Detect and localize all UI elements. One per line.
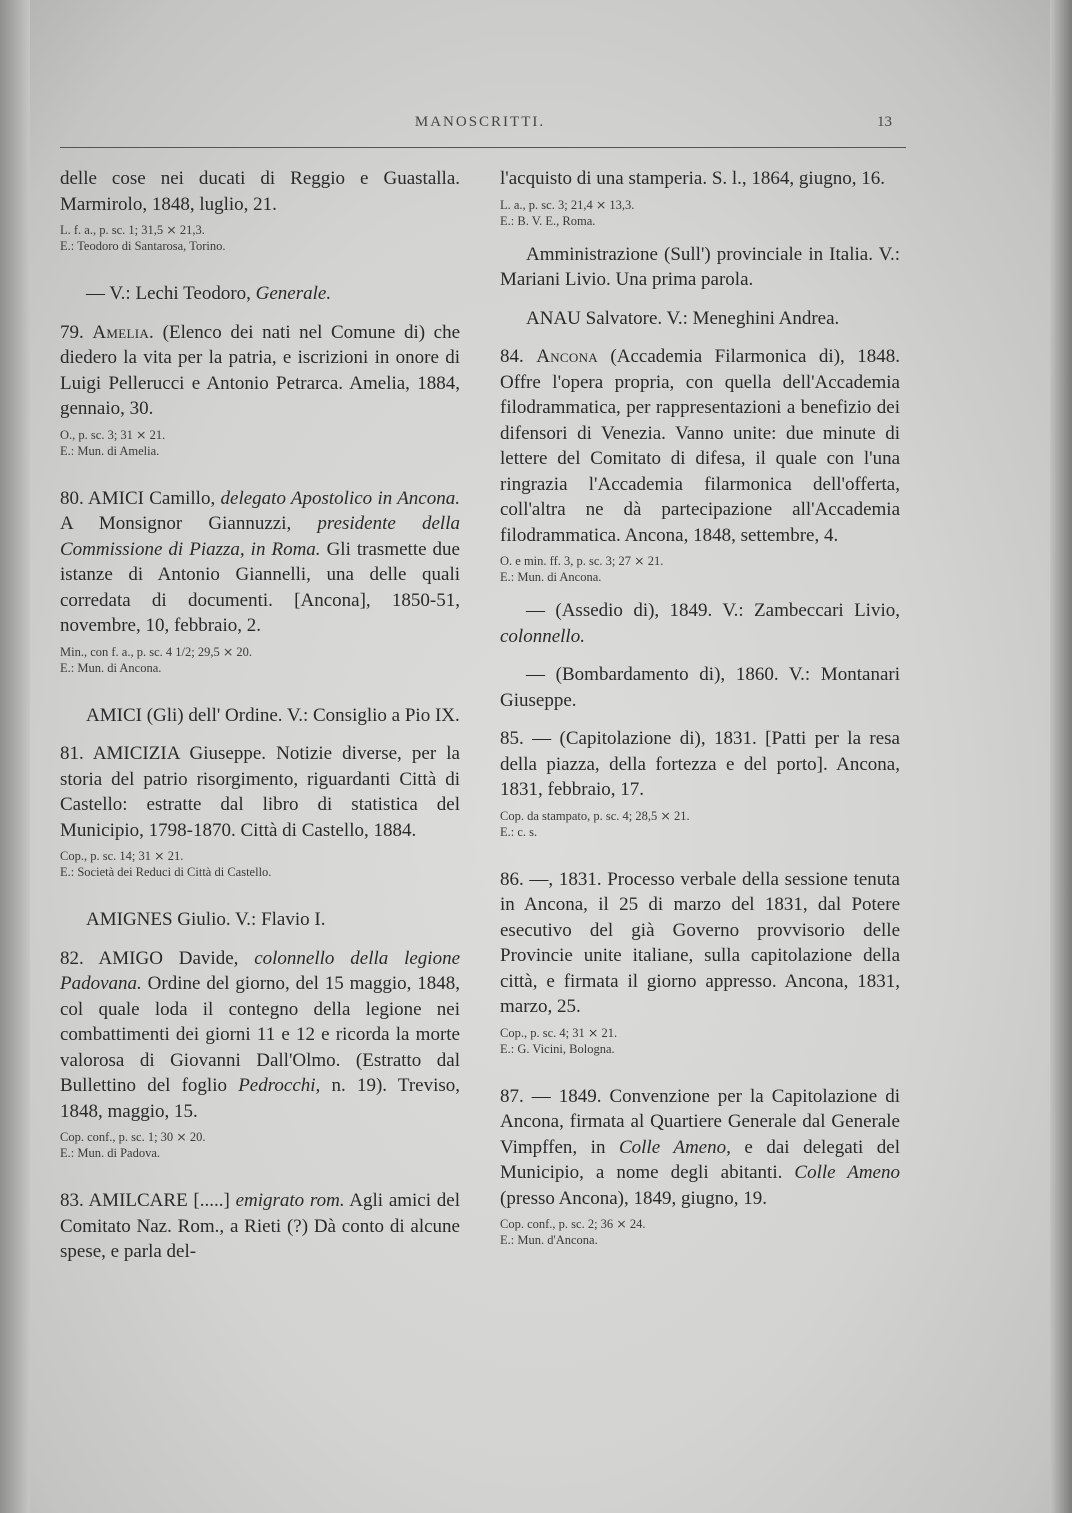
- entry-79: [60, 320, 460, 459]
- entry-title-italic: delegato Apostolico in Ancona.: [220, 487, 460, 509]
- entry-text: l'acquisto di una stamperia. S. l., 1864, giugno, 16.: [500, 168, 885, 189]
- cross-reference-amministrazione: [500, 242, 900, 293]
- entry-title-italic: Colle Ameno: [794, 1162, 900, 1183]
- entry-heading: 80. AMICI Camillo,: [60, 487, 221, 509]
- entry-text: Agli amici del Comitato Naz. Rom., a Rieti (?) Dà conto di alcune spese, e parla del-: [60, 1190, 460, 1262]
- entry-title-italic: Colle Ameno,: [618, 1136, 731, 1158]
- entry-heading: 87. — 1849. Convenzione per la Capitolazione di Ancona, firmata al Quartiere Generale dal Generale Vimpffen, in: [500, 1085, 900, 1158]
- reference-title: colonnello.: [500, 625, 585, 647]
- entry-86: [500, 867, 900, 1057]
- reference-text: — V.: Lechi Teodoro,: [86, 283, 256, 304]
- entry-text: n. 19). Treviso, 1848, maggio, 15.: [60, 1075, 460, 1122]
- header-rule: [60, 147, 906, 148]
- reference-text: — (Bombardamento di), 1860. V.: Montanari Giuseppe.: [500, 664, 900, 711]
- entry-description: [500, 197, 900, 229]
- entry-continuation: [500, 166, 900, 229]
- entry-number: 79.: [60, 321, 93, 343]
- page-edge-shadow-right: [1050, 0, 1072, 1513]
- description-line: E.: Mun. di Amelia.: [60, 443, 160, 458]
- entry-description: [60, 1129, 460, 1161]
- description-line: E.: B. V. E., Roma.: [500, 213, 596, 228]
- cross-reference-assedio: [500, 598, 900, 649]
- description-line: E.: Mun. d'Ancona.: [500, 1233, 598, 1247]
- left-column: [60, 166, 460, 1278]
- reference-text: — (Assedio di), 1849. V.: Zambeccari Livio,: [526, 600, 900, 621]
- description-line: Cop. da stampato, p. sc. 4; 28,5 ⨯ 21.: [500, 808, 690, 823]
- right-column: [500, 166, 900, 1261]
- entry-text: e dai delegati del Municipio, a nome degli abitanti.: [500, 1136, 900, 1183]
- description-line: E.: Mun. di Ancona.: [500, 570, 602, 584]
- entry-number: 84.: [500, 346, 537, 367]
- description-line: Min., con f. a., p. sc. 4 1/2; 29,5 ⨯ 20.: [60, 644, 253, 659]
- entry-heading: 83. AMILCARE [.....]: [60, 1190, 236, 1211]
- entry-text: (Elenco dei nati nel Comune di) che diedero la vita per la patria, e iscrizioni in onore di Luigi Pellerucci e Antonio Petrarca. Amelia, 1884, gennaio, 30.: [60, 321, 461, 419]
- entry-title-italic: colonnello della legione Padovana.: [60, 947, 461, 994]
- description-line: E.: Società dei Reduci di Città di Castello.: [60, 865, 272, 879]
- entry-description: [60, 848, 460, 880]
- entry-description: [500, 1216, 900, 1248]
- reference-text: AMICI (Gli) dell' Ordine. V.: Consiglio a Pio IX.: [86, 704, 460, 726]
- page-edge-shadow-left: [0, 0, 30, 1513]
- entry-text: Ordine del giorno, del 15 maggio, 1848, col quale loda il contegno della legione nei combattimenti dei giorni 11 e 12 e ricorda la morte valorosa di Giovanni Dall'Olmo. (Estratto dal Bullettino del foglio: [60, 973, 460, 1096]
- running-head-title: MANOSCRITTI.: [414, 114, 546, 130]
- description-line: E.: Mun. di Ancona.: [60, 660, 162, 675]
- entry-description: [500, 1025, 900, 1057]
- entry-title-italic: presidente della Commissione di Piazza, in Roma.: [60, 513, 460, 560]
- reference-title: Generale.: [255, 283, 332, 304]
- entry-85: [500, 726, 900, 840]
- entry-title-italic: emigrato rom.: [235, 1190, 345, 1211]
- entry-heading: Amelia.: [92, 321, 155, 343]
- description-line: Cop., p. sc. 4; 31 ⨯ 21.: [500, 1025, 618, 1040]
- entry-text: (presso Ancona), 1849, giugno, 19.: [500, 1187, 768, 1209]
- entry-text: (Accademia Filarmonica di), 1848. Offre l'opera propria, con quella dell'Accademia filodrammatica, per rappresentazioni a benefizio dei difensori di Venezia. Vanno unite: due minute di lettere del Comitato di difesa, il quale con l'una ringrazia l'Accademia filarmonica dell'offerta, coll'altra ne dà partecipazione all'Accademia filodrammatica. Ancona, 1848, settembre, 4.: [500, 346, 901, 546]
- entry-80: [60, 486, 460, 676]
- entry-heading: Ancona: [536, 346, 598, 367]
- cross-reference-anau: [500, 306, 900, 332]
- page-number: 13: [877, 114, 892, 130]
- entry-82: [60, 946, 460, 1162]
- reference-text: AMIGNES Giulio. V.: Flavio I.: [86, 909, 326, 930]
- description-line: O., p. sc. 3; 31 ⨯ 21.: [60, 427, 166, 442]
- entry-text: delle cose nei ducati di Reggio e Guastalla. Marmirolo, 1848, luglio, 21.: [60, 168, 460, 215]
- entry-continuation: [60, 166, 460, 254]
- entry-description: [60, 427, 460, 459]
- entry-heading: 82. AMIGO Davide,: [60, 947, 255, 969]
- running-head: [60, 114, 900, 138]
- entry-description: [60, 644, 460, 676]
- description-line: O. e min. ff. 3, p. sc. 3; 27 ⨯ 21.: [500, 554, 664, 568]
- cross-reference-amignes: [60, 907, 460, 933]
- cross-reference-amici: [60, 703, 460, 729]
- description-line: Cop. conf., p. sc. 2; 36 ⨯ 24.: [500, 1217, 646, 1231]
- cross-reference-bombardamento: [500, 662, 900, 713]
- entry-81: [60, 741, 460, 880]
- cross-reference-lechi: [60, 281, 460, 307]
- entry-description: [500, 553, 900, 585]
- description-line: E.: Mun. di Padova.: [60, 1146, 160, 1160]
- entry-text: 85. — (Capitolazione di), 1831. [Patti per la resa della piazza, della fortezza e del porto]. Ancona, 1831, febbraio, 17.: [500, 728, 900, 800]
- entry-83: [60, 1188, 460, 1265]
- description-line: E.: Teodoro di Santarosa, Torino.: [60, 239, 226, 253]
- description-line: L. f. a., p. sc. 1; 31,5 ⨯ 21,3.: [60, 223, 205, 237]
- entry-title-italic: Pedrocchi,: [238, 1075, 321, 1096]
- description-line: Cop., p. sc. 14; 31 ⨯ 21.: [60, 849, 184, 863]
- entry-description: [500, 808, 900, 840]
- description-line: E.: G. Vicini, Bologna.: [500, 1041, 615, 1056]
- entry-87: [500, 1084, 900, 1249]
- description-line: Cop. conf., p. sc. 1; 30 ⨯ 20.: [60, 1130, 206, 1144]
- reference-text: Amministrazione (Sull') provinciale in Italia. V.: Mariani Livio. Una prima parola.: [500, 243, 900, 290]
- entry-description: [60, 222, 460, 254]
- description-line: E.: c. s.: [500, 824, 538, 839]
- entry-text: 81. AMICIZIA Giuseppe. Notizie diverse, per la storia del patrio risorgimento, riguardanti Città di Castello: estratte dal libro di statistica del Municipio, 1798-1870. Città di Castello, 1884.: [60, 743, 460, 841]
- entry-text: 86. —, 1831. Processo verbale della sessione tenuta in Ancona, il 25 di marzo del 1831, dal Potere esecutivo del già Governo provvisorio delle Provincie unite italiane, sulla capitolazione della città, e firmata il giorno appresso. Ancona, 1831, marzo, 25.: [500, 868, 900, 1017]
- description-line: L. a., p. sc. 3; 21,4 ⨯ 13,3.: [500, 197, 635, 212]
- entry-text: A Monsignor Giannuzzi,: [60, 513, 318, 534]
- entry-text: Gli trasmette due istanze di Antonio Giannelli, una delle quali corredata di documenti. [Ancona], 1850-51, novembre, 10, febbraio, 2.: [60, 538, 460, 636]
- entry-84: [500, 344, 900, 585]
- reference-text: ANAU Salvatore. V.: Meneghini Andrea.: [526, 307, 840, 329]
